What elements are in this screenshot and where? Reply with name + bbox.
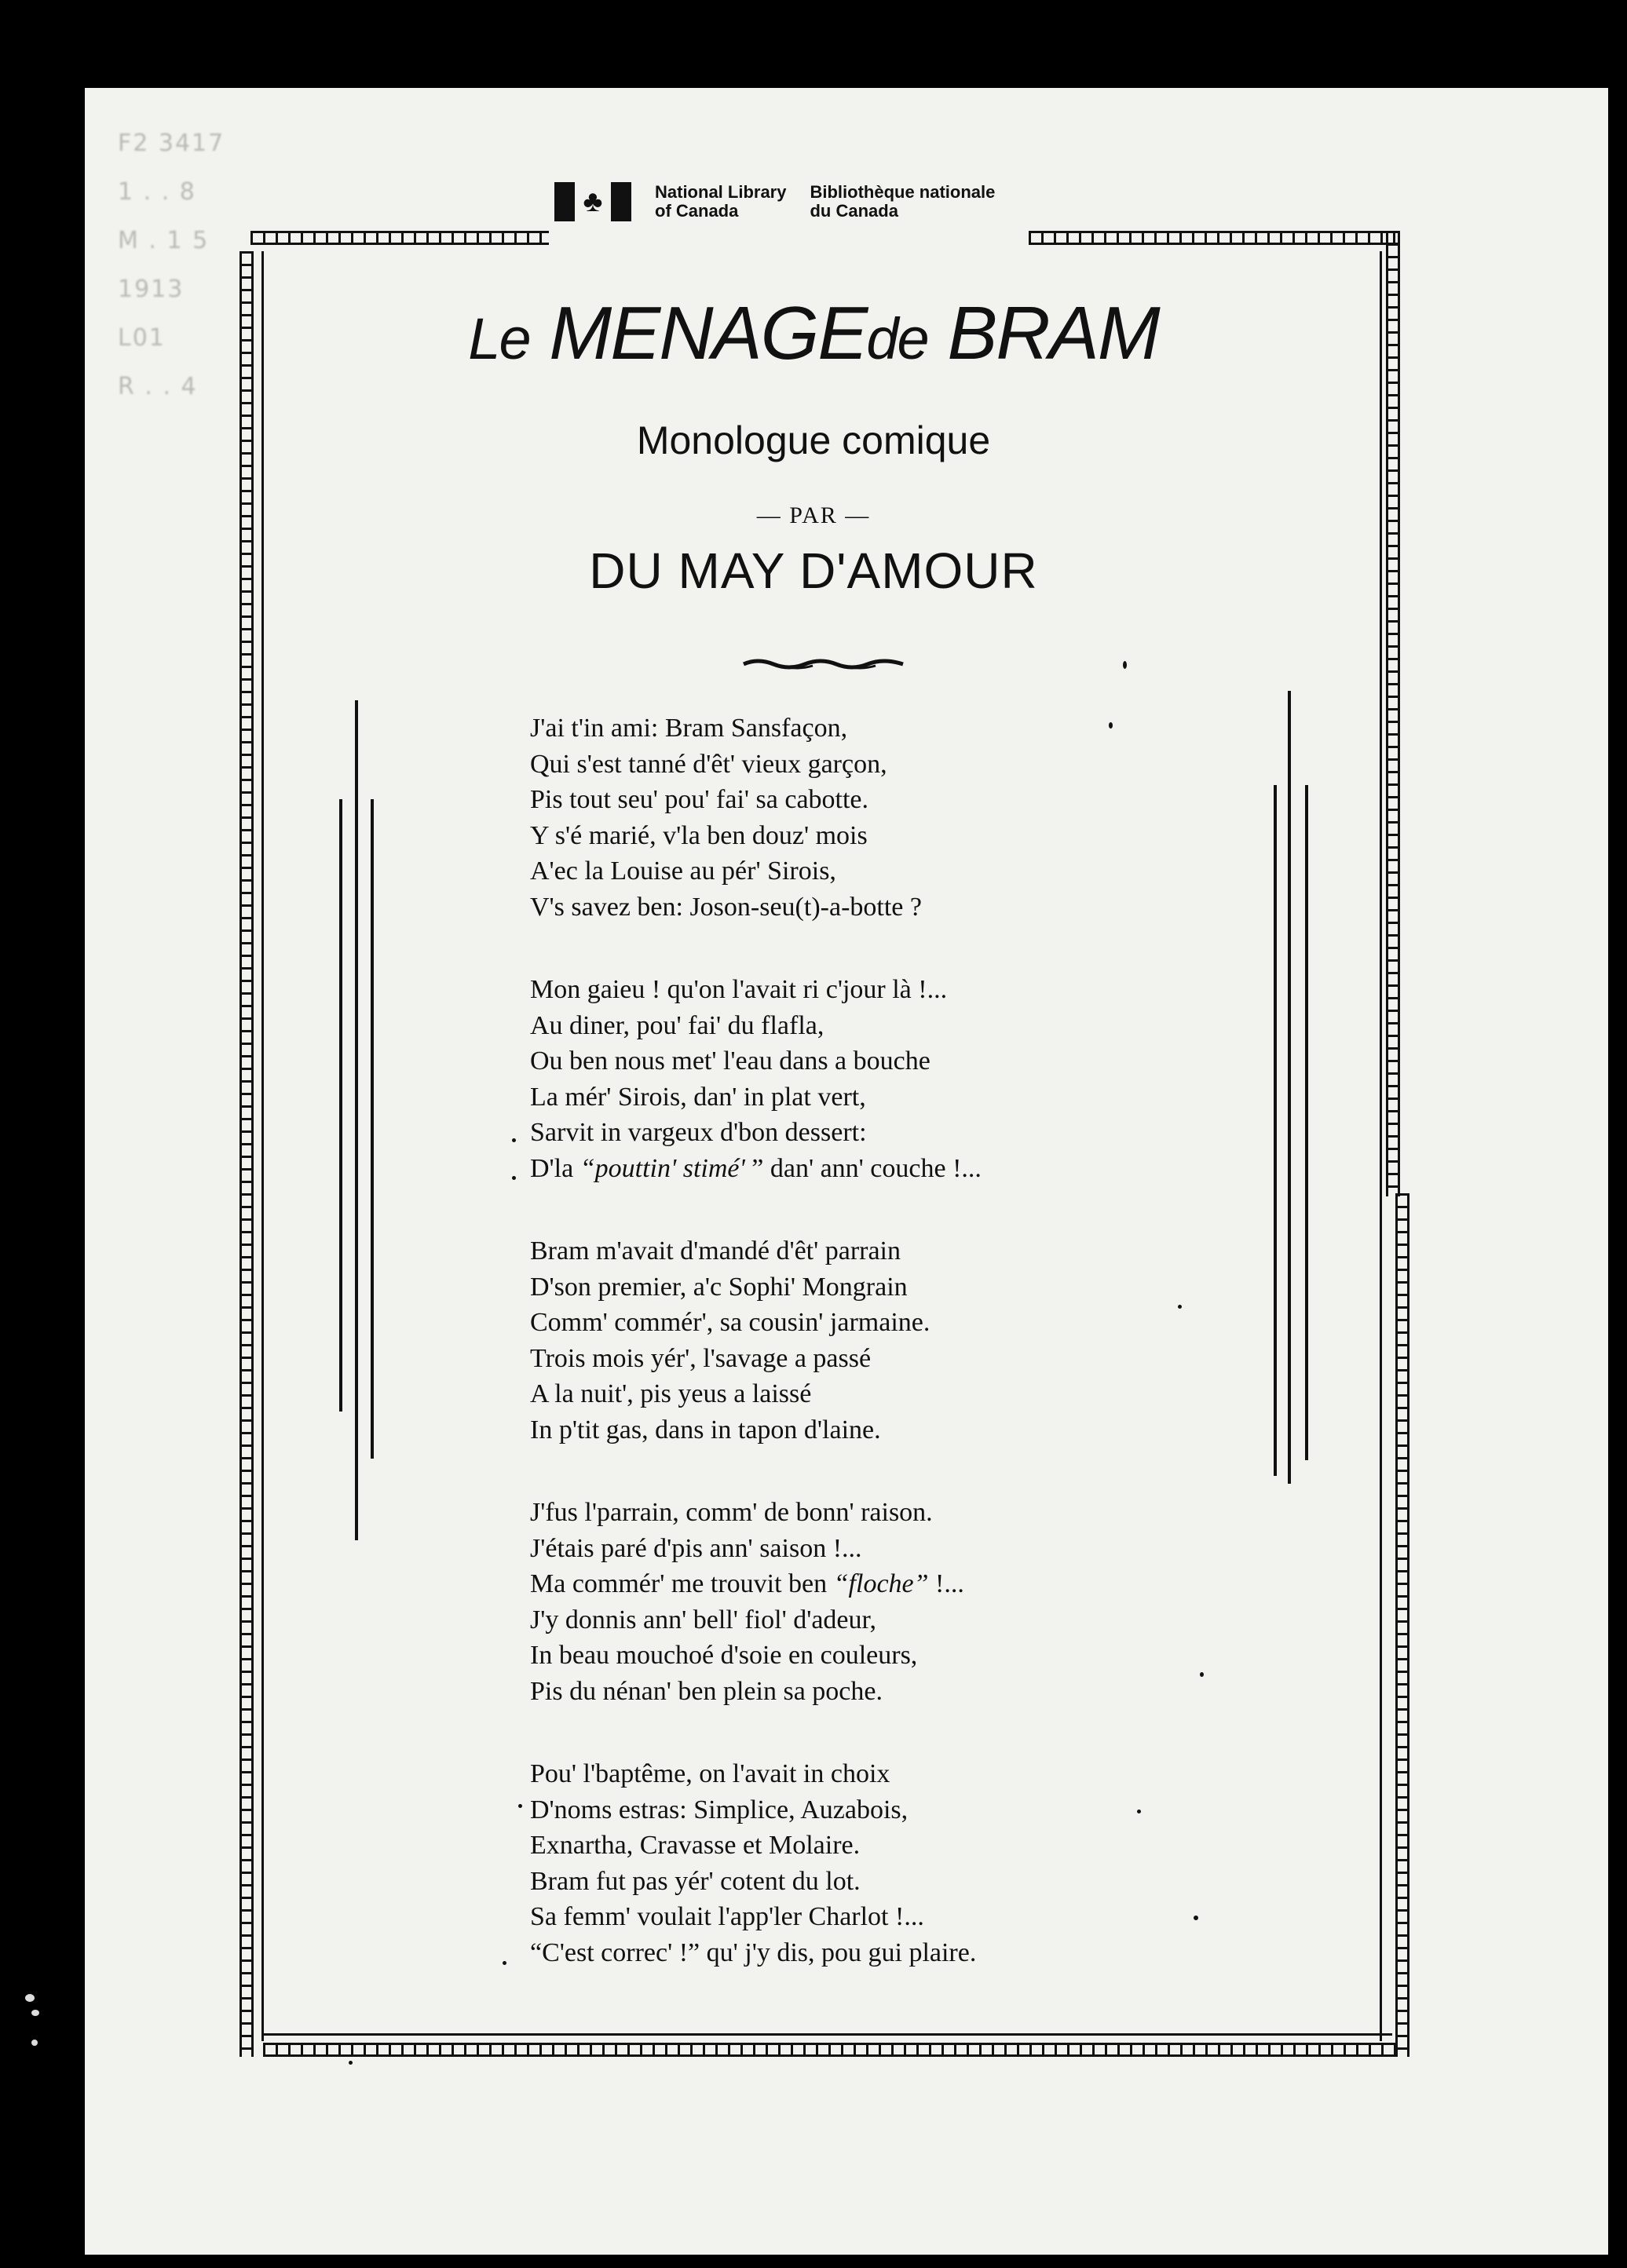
archive-note-line: L01 xyxy=(118,324,166,352)
title-word: MENAGE xyxy=(549,291,867,375)
poem-stanza xyxy=(530,1495,1237,1709)
logo-line: of Canada xyxy=(655,201,739,221)
poem-line: J'y donnis ann' bell' fiol' d'adeur, xyxy=(530,1605,876,1634)
border-bottom xyxy=(263,2043,1398,2057)
par-label: — PAR — xyxy=(756,502,871,528)
ink-speck xyxy=(1178,1305,1182,1309)
poem-line: Bram m'avait d'mandé d'êt' parrain xyxy=(530,1236,901,1265)
poem-line: “C'est correc' !” qu' j'y dis, pou gui plaire. xyxy=(530,1937,977,1967)
author-name: DU MAY D'AMOUR xyxy=(589,542,1038,599)
archive-note-line: F2 3417 xyxy=(118,130,225,157)
logo-text-english xyxy=(655,183,786,221)
poem-line: La mér' Sirois, dan' in plat vert, xyxy=(530,1082,866,1112)
ink-speck xyxy=(349,2061,353,2065)
poem-stanza xyxy=(530,1233,1237,1448)
poem-stanza xyxy=(530,1756,1237,1970)
poem-line: J'fus l'parrain, comm' de bonn' raison. xyxy=(530,1498,933,1527)
poem-line: Sa femm' voulait l'app'ler Charlot !... xyxy=(530,1902,924,1931)
poem-line: J'étais paré d'pis ann' saison !... xyxy=(530,1533,862,1563)
ink-speck xyxy=(512,1176,516,1180)
poem-line: Exnartha, Cravasse et Molaire. xyxy=(530,1831,861,1860)
poem-italic-text: “pouttin' stimé' xyxy=(580,1153,745,1183)
poem-line xyxy=(530,1151,1237,1187)
flourish-ornament xyxy=(742,655,907,674)
poem-stanza xyxy=(530,972,1237,1186)
ink-speck xyxy=(518,1804,522,1808)
poem-line: Ou ben nous met' l'eau dans a bouche xyxy=(530,1046,930,1076)
decorative-rule xyxy=(339,799,342,1412)
title-word: Le xyxy=(468,306,530,371)
border-right-lower xyxy=(1395,1193,1409,2057)
poem-line xyxy=(530,1566,1237,1602)
archive-note-line: 1 . . 8 xyxy=(118,178,196,206)
title-word: de xyxy=(866,306,928,371)
page-title xyxy=(0,290,1627,377)
ink-speck xyxy=(31,2010,39,2016)
ink-speck xyxy=(512,1138,516,1142)
poem-line: J'ai t'in ami: Bram Sansfaçon, xyxy=(530,714,848,743)
poem-line: In p'tit gas, dans in tapon d'laine. xyxy=(530,1415,881,1444)
archive-note-line: M . 1 5 xyxy=(118,227,210,254)
ink-speck xyxy=(1200,1672,1204,1677)
poem-stanza xyxy=(530,710,1237,925)
logo-line: Bibliothèque nationale xyxy=(810,182,996,202)
ink-speck xyxy=(31,2040,38,2046)
poem-line: Pis du nénan' ben plein sa poche. xyxy=(530,1676,883,1706)
logo-line: National Library xyxy=(655,182,787,202)
decorative-rule xyxy=(1274,785,1277,1476)
ink-speck xyxy=(1109,722,1113,729)
poem-italic-text: “floche” xyxy=(833,1569,929,1598)
ink-speck xyxy=(1123,661,1127,669)
poem xyxy=(530,710,1237,2018)
poem-line: In beau mouchoé d'soie en couleurs, xyxy=(530,1641,918,1670)
poem-line: Au diner, pou' fai' du flafla, xyxy=(530,1010,824,1040)
poem-text: !... xyxy=(928,1569,964,1598)
poem-line: Pis tout seu' pou' fai' sa cabotte. xyxy=(530,785,869,814)
poem-text: ” dan' ann' couche !... xyxy=(744,1153,982,1183)
poem-line: Pou' l'baptême, on l'avait in choix xyxy=(530,1759,890,1788)
poem-line: Trois mois yér', l'savage a passé xyxy=(530,1343,872,1373)
poem-line: D'noms estras: Simplice, Auzabois, xyxy=(530,1795,909,1824)
ink-speck xyxy=(1137,1810,1141,1813)
logo-text-french xyxy=(810,183,995,221)
logo-line: du Canada xyxy=(810,201,898,221)
poem-line: A'ec la Louise au pér' Sirois, xyxy=(530,856,836,886)
poem-line: V's savez ben: Joson-seu(t)-a-botte ? xyxy=(530,892,922,922)
poem-line: Y s'é marié, v'la ben douz' mois xyxy=(530,820,868,850)
border-top-right xyxy=(1029,231,1398,245)
poem-line: A la nuit', pis yeus a laissé xyxy=(530,1379,812,1408)
poem-text: D'la xyxy=(530,1153,580,1183)
ink-speck xyxy=(503,1961,506,1965)
poem-line: Mon gaieu ! qu'on l'avait ri c'jour là !... xyxy=(530,975,948,1004)
poem-line: D'son premier, a'c Sophi' Mongrain xyxy=(530,1272,908,1302)
poem-line: Qui s'est tanné d'êt' vieux garçon, xyxy=(530,749,887,779)
subtitle: Monologue comique xyxy=(636,418,991,462)
poem-line: Sarvit in vargeux d'bon dessert: xyxy=(530,1118,867,1147)
poem-line: Comm' commér', sa cousin' jarmaine. xyxy=(530,1308,930,1337)
decorative-rule xyxy=(371,799,374,1459)
decorative-rule xyxy=(355,700,358,1540)
poem-text: Ma commér' me trouvit ben xyxy=(530,1569,834,1598)
library-logo xyxy=(554,182,995,221)
border-top-left xyxy=(250,231,549,245)
canada-flag-icon: ♣ xyxy=(554,182,631,221)
ink-speck xyxy=(25,1994,35,2002)
archive-note-line: R . . 4 xyxy=(118,373,198,400)
decorative-rule xyxy=(1305,785,1308,1460)
ink-speck xyxy=(1194,1916,1198,1920)
poem-line: Bram fut pas yér' cotent du lot. xyxy=(530,1866,861,1896)
archive-note-line: 1913 xyxy=(118,276,185,303)
decorative-rule xyxy=(1288,691,1291,1484)
title-word: BRAM xyxy=(947,291,1159,375)
